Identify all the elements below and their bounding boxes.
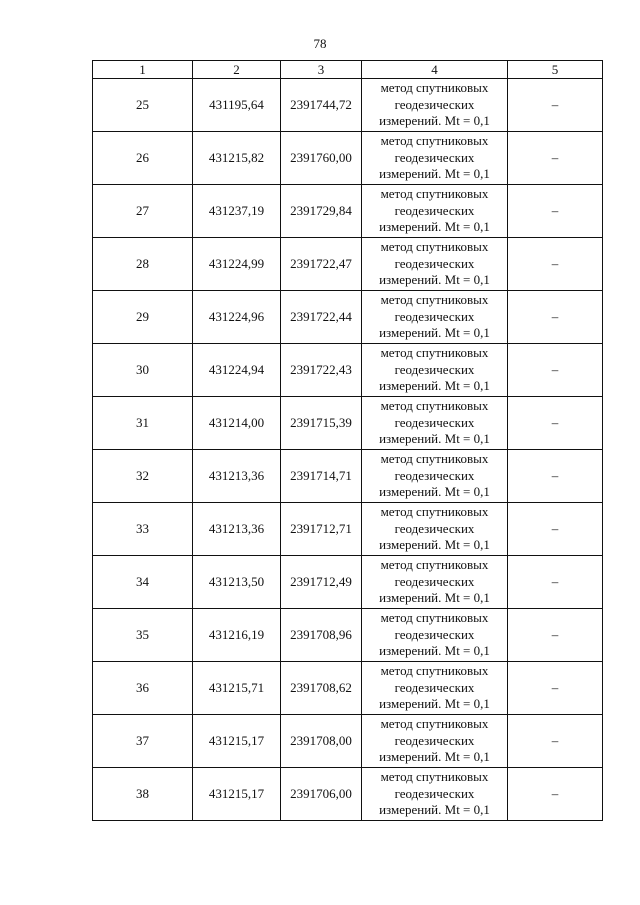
table-row [93, 132, 603, 185]
method-cell: метод спутниковых геодезических измерений. Mt = 0,1 [362, 238, 508, 291]
point-number-cell: 31 [93, 397, 193, 450]
method-cell: метод спутниковых геодезических измерений. Mt = 0,1 [362, 132, 508, 185]
method-cell: метод спутниковых геодезических измерений. Mt = 0,1 [362, 503, 508, 556]
y-coordinate-cell: 2391706,00 [281, 768, 362, 821]
table-row [93, 450, 603, 503]
x-coordinate-cell: 431224,96 [193, 291, 281, 344]
col5-cell: – [508, 132, 603, 185]
y-coordinate-cell: 2391722,43 [281, 344, 362, 397]
x-coordinate-cell: 431224,99 [193, 238, 281, 291]
header-col-5: 5 [508, 61, 603, 79]
table-row [93, 609, 603, 662]
col5-cell: – [508, 291, 603, 344]
method-cell: метод спутниковых геодезических измерений. Mt = 0,1 [362, 609, 508, 662]
x-coordinate-cell: 431237,19 [193, 185, 281, 238]
y-coordinate-cell: 2391712,71 [281, 503, 362, 556]
y-coordinate-cell: 2391708,00 [281, 715, 362, 768]
col5-cell: – [508, 503, 603, 556]
col5-cell: – [508, 397, 603, 450]
table-row [93, 79, 603, 132]
y-coordinate-cell: 2391714,71 [281, 450, 362, 503]
point-number-cell: 32 [93, 450, 193, 503]
table-row [93, 291, 603, 344]
header-col-3: 3 [281, 61, 362, 79]
table-row [93, 556, 603, 609]
table-row [93, 397, 603, 450]
point-number-cell: 28 [93, 238, 193, 291]
point-number-cell: 29 [93, 291, 193, 344]
table-header [93, 61, 603, 79]
header-col-2: 2 [193, 61, 281, 79]
point-number-cell: 27 [93, 185, 193, 238]
y-coordinate-cell: 2391722,44 [281, 291, 362, 344]
col5-cell: – [508, 662, 603, 715]
table-row [93, 503, 603, 556]
header-col-4: 4 [362, 61, 508, 79]
table-row [93, 662, 603, 715]
point-number-cell: 25 [93, 79, 193, 132]
y-coordinate-cell: 2391722,47 [281, 238, 362, 291]
table-row [93, 715, 603, 768]
x-coordinate-cell: 431213,50 [193, 556, 281, 609]
col5-cell: – [508, 344, 603, 397]
method-cell: метод спутниковых геодезических измерений. Mt = 0,1 [362, 556, 508, 609]
col5-cell: – [508, 556, 603, 609]
col5-cell: – [508, 79, 603, 132]
x-coordinate-cell: 431213,36 [193, 450, 281, 503]
y-coordinate-cell: 2391708,96 [281, 609, 362, 662]
table-row [93, 185, 603, 238]
x-coordinate-cell: 431215,71 [193, 662, 281, 715]
y-coordinate-cell: 2391729,84 [281, 185, 362, 238]
col5-cell: – [508, 715, 603, 768]
method-cell: метод спутниковых геодезических измерений. Mt = 0,1 [362, 768, 508, 821]
x-coordinate-cell: 431224,94 [193, 344, 281, 397]
point-number-cell: 36 [93, 662, 193, 715]
point-number-cell: 33 [93, 503, 193, 556]
col5-cell: – [508, 768, 603, 821]
col5-cell: – [508, 238, 603, 291]
point-number-cell: 26 [93, 132, 193, 185]
table-body [93, 79, 603, 821]
x-coordinate-cell: 431214,00 [193, 397, 281, 450]
point-number-cell: 35 [93, 609, 193, 662]
col5-cell: – [508, 609, 603, 662]
col5-cell: – [508, 450, 603, 503]
header-row [93, 61, 603, 79]
y-coordinate-cell: 2391712,49 [281, 556, 362, 609]
x-coordinate-cell: 431195,64 [193, 79, 281, 132]
x-coordinate-cell: 431215,17 [193, 715, 281, 768]
method-cell: метод спутниковых геодезических измерений. Mt = 0,1 [362, 291, 508, 344]
method-cell: метод спутниковых геодезических измерений. Mt = 0,1 [362, 662, 508, 715]
method-cell: метод спутниковых геодезических измерений. Mt = 0,1 [362, 397, 508, 450]
x-coordinate-cell: 431213,36 [193, 503, 281, 556]
y-coordinate-cell: 2391744,72 [281, 79, 362, 132]
table-row [93, 238, 603, 291]
point-number-cell: 34 [93, 556, 193, 609]
x-coordinate-cell: 431215,82 [193, 132, 281, 185]
coordinates-table [92, 60, 603, 821]
point-number-cell: 38 [93, 768, 193, 821]
x-coordinate-cell: 431216,19 [193, 609, 281, 662]
method-cell: метод спутниковых геодезических измерений. Mt = 0,1 [362, 450, 508, 503]
col5-cell: – [508, 185, 603, 238]
method-cell: метод спутниковых геодезических измерений. Mt = 0,1 [362, 79, 508, 132]
table-row [93, 768, 603, 821]
point-number-cell: 30 [93, 344, 193, 397]
header-col-1: 1 [93, 61, 193, 79]
page-number: 78 [313, 36, 327, 51]
method-cell: метод спутниковых геодезических измерений. Mt = 0,1 [362, 185, 508, 238]
x-coordinate-cell: 431215,17 [193, 768, 281, 821]
y-coordinate-cell: 2391708,62 [281, 662, 362, 715]
method-cell: метод спутниковых геодезических измерений. Mt = 0,1 [362, 344, 508, 397]
method-cell: метод спутниковых геодезических измерений. Mt = 0,1 [362, 715, 508, 768]
y-coordinate-cell: 2391715,39 [281, 397, 362, 450]
table-row [93, 344, 603, 397]
y-coordinate-cell: 2391760,00 [281, 132, 362, 185]
point-number-cell: 37 [93, 715, 193, 768]
